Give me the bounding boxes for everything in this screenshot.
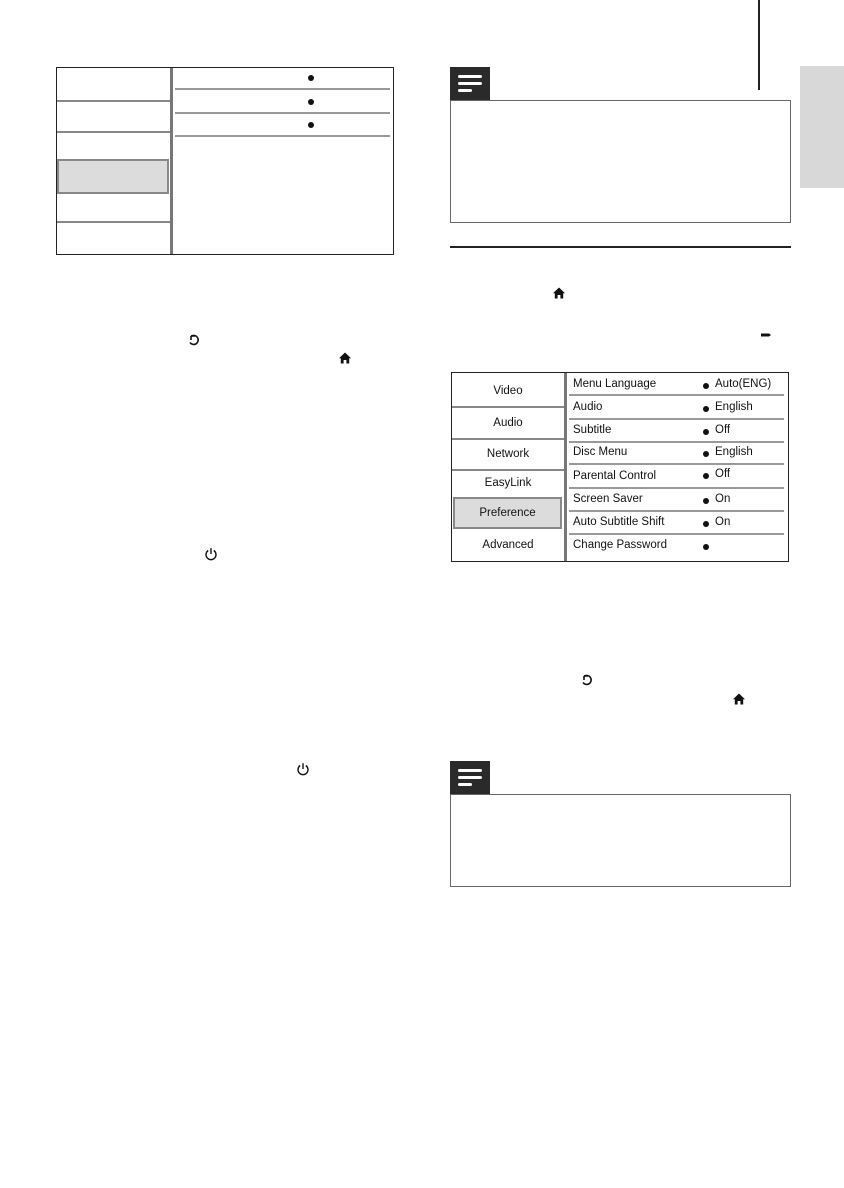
right-arrow-icon [760,330,772,340]
note-icon [450,761,490,795]
tab-audio[interactable]: Audio [493,417,523,429]
row-separator [569,510,784,512]
page-edge-rule [758,0,760,90]
tab-preference[interactable]: Preference [453,497,562,529]
note-icon [450,67,490,101]
disc-menu-value[interactable]: English [715,446,753,458]
back-icon [580,673,594,687]
audio-value[interactable]: English [715,401,753,413]
language-side-tab [800,66,844,188]
note-box [450,794,791,887]
home-icon [552,286,566,300]
option-bullet [308,99,314,105]
setup-menu-empty [56,67,394,255]
row-separator [175,135,390,137]
menu-tab[interactable] [57,222,170,254]
power-icon [296,762,310,776]
row-separator [569,533,784,535]
tab-video[interactable]: Video [493,385,523,397]
home-icon [338,351,352,365]
parental-control-value[interactable]: Off [715,468,731,480]
power-icon [204,547,218,561]
audio-label[interactable]: Audio [573,401,603,413]
change-password-label[interactable]: Change Password [573,539,667,551]
option-bullet [308,75,314,81]
option-bullet [703,473,709,479]
option-bullet [703,383,709,389]
menu-tab-selected[interactable] [57,159,169,194]
menu-language-label[interactable]: Menu Language [573,378,657,390]
back-icon [187,333,201,347]
note-box [450,100,791,223]
option-bullet [703,521,709,527]
row-separator [175,112,390,114]
subtitle-label[interactable]: Subtitle [573,424,612,436]
tab-advanced[interactable]: Advanced [482,539,534,551]
menu-language-value[interactable]: Auto(ENG) [715,378,772,390]
row-separator [569,441,784,443]
screen-saver-value[interactable]: On [715,493,731,505]
menu-tab[interactable] [57,195,170,221]
row-separator [175,88,390,90]
option-bullet [703,429,709,435]
row-separator [569,418,784,420]
row-separator [569,487,784,489]
auto-subtitle-shift-label[interactable]: Auto Subtitle Shift [573,516,665,528]
menu-tab[interactable] [57,68,170,100]
menu-tab[interactable] [57,132,170,158]
option-bullet [703,451,709,457]
section-rule [450,246,791,248]
menu-divider [170,68,173,254]
tab-network[interactable]: Network [486,448,530,460]
row-separator [569,394,784,396]
option-bullet [703,498,709,504]
option-bullet [308,122,314,128]
auto-subtitle-shift-value[interactable]: On [715,516,731,528]
menu-divider [564,373,567,561]
menu-tab[interactable] [57,101,170,131]
option-bullet [703,544,709,550]
tab-easylink[interactable]: EasyLink [484,477,532,489]
subtitle-value[interactable]: Off [715,424,731,436]
option-bullet [703,406,709,412]
screen-saver-label[interactable]: Screen Saver [573,493,643,505]
home-icon [732,692,746,706]
parental-control-label[interactable]: Parental Control [573,470,657,482]
disc-menu-label[interactable]: Disc Menu [573,446,628,458]
preference-menu [451,372,789,562]
row-separator [569,463,784,465]
